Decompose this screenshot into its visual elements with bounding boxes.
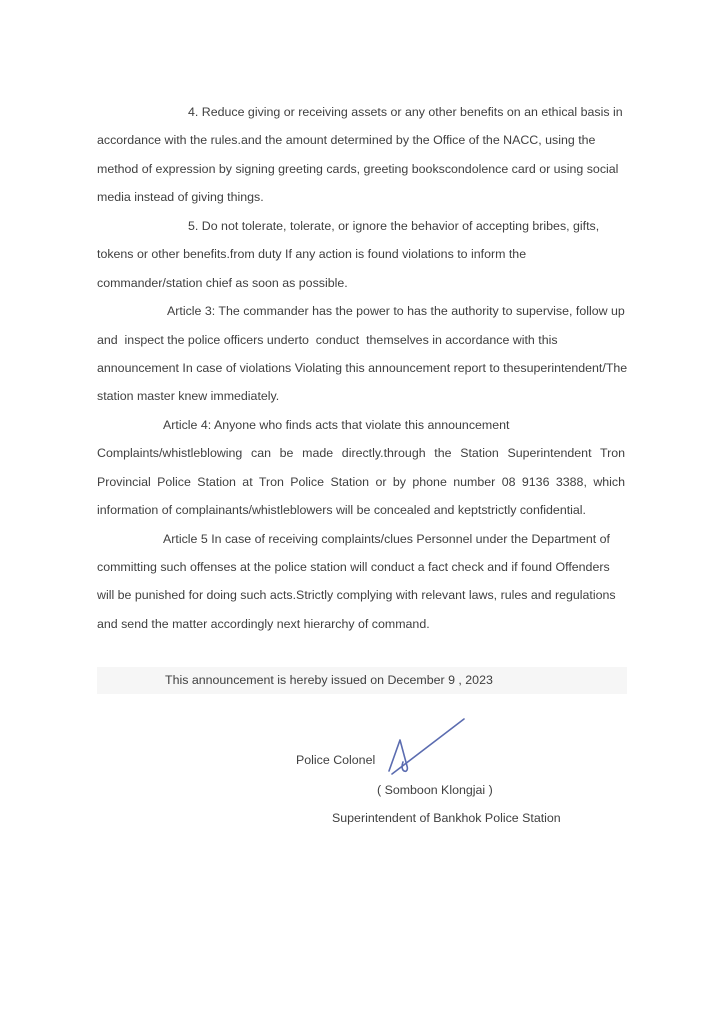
body-line: Article 3: The commander has the power to has the authority to supervise, follow up: [167, 304, 625, 319]
body-line: accordance with the rules.and the amount determined by the Office of the NACC, using the: [97, 133, 596, 148]
signature-title: Superintendent of Bankhok Police Station: [332, 811, 561, 825]
body-line: information of complainants/whistleblowers will be concealed and keptstrictly confidential.: [97, 503, 586, 518]
body-line: Article 4: Anyone who finds acts that violate this announcement: [163, 417, 510, 432]
signature-rank-label: Police Colonel: [296, 753, 376, 767]
body-line: 5. Do not tolerate, tolerate, or ignore the behavior of accepting bribes, gifts,: [188, 218, 600, 233]
announcement-body: [97, 98, 628, 638]
body-line: committing such offenses at the police station will conduct a fact check and if found Offenders: [97, 560, 610, 574]
body-line: Complaints/whistleblowing can be made directly.through the Station Superintendent Tron: [97, 446, 625, 461]
signature-name: ( Somboon Klongjai ): [377, 783, 493, 797]
body-line: station master knew immediately.: [97, 389, 280, 404]
body-line: Article 5 In case of receiving complaints/clues Personnel under the Department of: [163, 531, 610, 546]
body-line: 4. Reduce giving or receiving assets or any other benefits on an ethical basis in: [188, 105, 623, 119]
body-line: commander/station chief as soon as possible.: [97, 275, 348, 290]
body-line: method of expression by signing greeting cards, greeting bookscondolence card or using social: [97, 161, 619, 176]
body-line: and inspect the police officers underto conduct themselves in accordance with this: [97, 332, 558, 347]
handwritten-signature-icon: [383, 714, 468, 778]
body-line: Provincial Police Station at Tron Police Station or by phone number 08 9136 3388, which: [97, 474, 625, 489]
body-line: media instead of giving things.: [97, 190, 264, 205]
issued-statement: This announcement is hereby issued on December 9 , 2023: [97, 667, 627, 694]
body-line: tokens or other benefits.from duty If any action is found violations to inform the: [97, 247, 527, 262]
body-line: and send the matter accordingly next hierarchy of command.: [97, 616, 430, 631]
body-line: will be punished for doing such acts.Strictly complying with relevant laws, rules and regulations: [97, 588, 616, 603]
body-line: announcement In case of violations Violating this announcement report to thesuperintendent/The: [97, 360, 628, 375]
